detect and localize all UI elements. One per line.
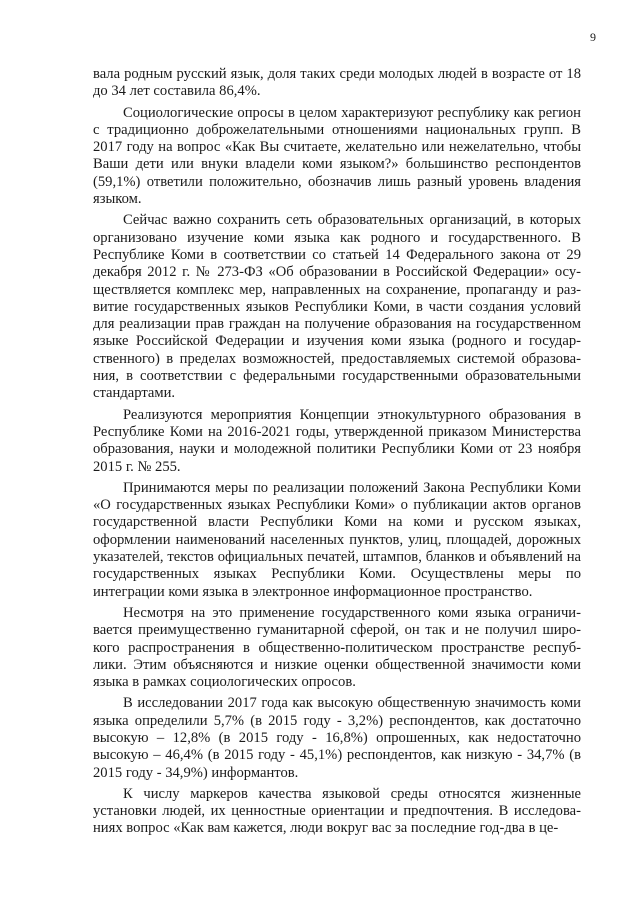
paragraph-2: Социологические опросы в целом характеризуют республику как регион с традиционно доброжелательными отношениями национальных групп. В 2017 году на вопрос «Как Вы считаете, желательно или нежелательно, чтобы Ваши дети или внуки владели коми языком?» большинство респондентов (59,1%) ответили положительно, обозначив лишь разный уровень владения языком. (93, 104, 581, 208)
paragraph-7: В исследовании 2017 года как высокую общественную значимость коми языка определили 5,7% (в 2015 году - 3,2%) респондентов, как достаточно высокую – 12,8% (в 2015 году - 16,8%) опрошенных, как недостаточно высокую – 46,4% (в 2015 году - 45,1%) респондентов, как низкую - 34,7% (в 2015 году - 34,9%) информантов. (93, 695, 581, 781)
paragraph-6: Несмотря на это применение государственного коми языка ограничивается преимущественно гуманитарной сферой, он так и не получил широкого распространения в общественно-политическом пространстве республики. Этим объясняются и низкие оценки общественной значимости коми языка в рамках социологических опросов. (93, 604, 581, 691)
paragraph-1: вала родным русский язык, доля таких среди молодых людей в возрасте от 18 до 34 лет составила 86,4%. (93, 66, 581, 100)
body-text (93, 66, 581, 842)
paragraph-8: К числу маркеров качества языковой среды относятся жизненные установки людей, их ценностные ориентации и предпочтения. В исследованиях вопрос «Как вам кажется, люди вокруг вас за последние год-два в це- (93, 785, 581, 837)
paragraph-5: Принимаются меры по реализации положений Закона Республики Коми «О государственных языках Республики Коми» о публикации актов органов государственной власти Республики Коми на коми и русском языках, оформлении наименований населенных пунктов, улиц, площадей, дорожных указателей, текстов официальных печатей, штампов, бланков и объявлений на государственных языках Республики Коми. Осуществлены меры по интеграции коми языка в электронное информационное пространство. (93, 479, 581, 600)
paragraph-4: Реализуются мероприятия Концепции этнокультурного образования в Республике Коми на 2016-2021 годы, утвержденной приказом Министерства образования, науки и молодежной политики Республики Коми от 23 ноября 2015 г. № 255. (93, 406, 581, 475)
page-number: 9 (590, 30, 596, 44)
paragraph-3: Сейчас важно сохранить сеть образовательных организаций, в которых организовано изучение коми языка как родного и государственного. В Республике Коми в соответствии со статьей 14 Федерального закона от 29 декабря 2012 г. № 273-ФЗ «Об образовании в Российской Федерации» осуществляется комплекс мер, направленных на сохранение, пропаганду и развитие государственных языков Республики Коми, в части создания условий для реализации прав граждан на получение образования на государственном языке Российской Федерации и изучения коми языка (родного и государственного) в пределах возможностей, предоставляемых системой образования, в соответствии с федеральными государственными образовательными стандартами. (93, 212, 581, 402)
